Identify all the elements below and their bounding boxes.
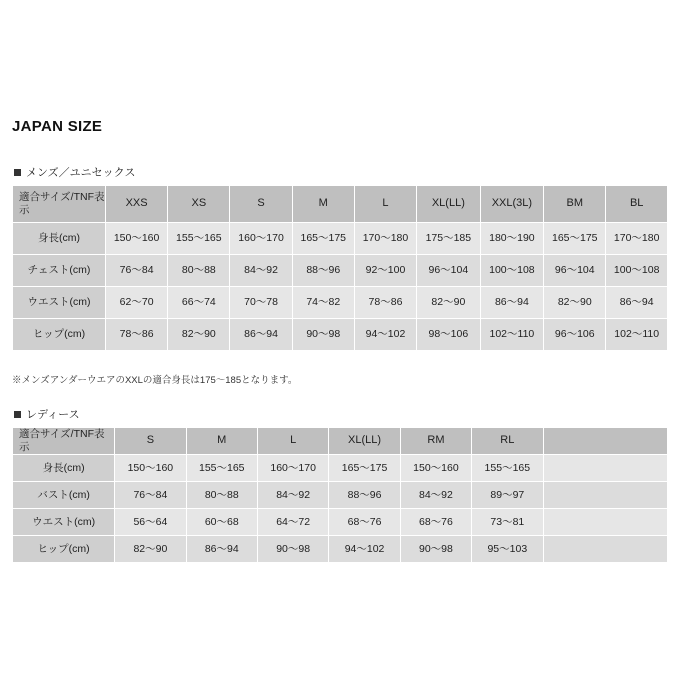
mens-cell-hip-xxs: 78〜86 xyxy=(106,319,168,351)
mens-size-table xyxy=(12,185,668,351)
mens-cell-chest-xxl: 100〜108 xyxy=(480,255,544,287)
mens-cell-chest-xxs: 76〜84 xyxy=(106,255,168,287)
mens-row-label-height: 身長(cm) xyxy=(13,223,106,255)
mens-cell-height-m: 165〜175 xyxy=(292,223,354,255)
ladies-section-label xyxy=(14,406,668,422)
mens-cell-chest-bm: 96〜104 xyxy=(544,255,606,287)
mens-cell-chest-xs: 80〜88 xyxy=(168,255,230,287)
mens-size-header-bm: BM xyxy=(544,186,606,223)
mens-row-label-hip: ヒップ(cm) xyxy=(13,319,106,351)
mens-cell-waist-l: 78〜86 xyxy=(354,287,416,319)
mens-size-header-xl: XL(LL) xyxy=(417,186,481,223)
mens-cell-hip-xl: 98〜106 xyxy=(417,319,481,351)
mens-size-header-s: S xyxy=(230,186,292,223)
ladies-cell-waist-m: 60〜68 xyxy=(186,509,257,536)
ladies-cell-hip-empty xyxy=(543,536,667,563)
mens-cell-height-xs: 155〜165 xyxy=(168,223,230,255)
mens-cell-waist-xxs: 62〜70 xyxy=(106,287,168,319)
ladies-cell-waist-rm: 68〜76 xyxy=(400,509,471,536)
ladies-cell-bust-s: 76〜84 xyxy=(115,482,186,509)
ladies-size-header-m: M xyxy=(186,428,257,455)
mens-cell-waist-bm: 82〜90 xyxy=(544,287,606,319)
table-row xyxy=(13,255,668,287)
mens-cell-hip-s: 86〜94 xyxy=(230,319,292,351)
table-header-row xyxy=(13,428,668,455)
table-row xyxy=(13,482,668,509)
ladies-cell-bust-rl: 89〜97 xyxy=(472,482,543,509)
ladies-corner-header: 適合サイズ/TNF表示 xyxy=(13,428,115,455)
mens-cell-chest-l: 92〜100 xyxy=(354,255,416,287)
mens-cell-hip-bm: 96〜106 xyxy=(544,319,606,351)
ladies-cell-bust-rm: 84〜92 xyxy=(400,482,471,509)
mens-cell-hip-bl: 102〜110 xyxy=(606,319,668,351)
ladies-cell-height-xl: 165〜175 xyxy=(329,455,400,482)
mens-cell-hip-m: 90〜98 xyxy=(292,319,354,351)
mens-row-label-chest: チェスト(cm) xyxy=(13,255,106,287)
ladies-row-label-hip: ヒップ(cm) xyxy=(13,536,115,563)
bullet-square-icon xyxy=(14,169,21,176)
ladies-cell-bust-empty xyxy=(543,482,667,509)
ladies-cell-hip-l: 90〜98 xyxy=(257,536,328,563)
mens-size-header-xxs: XXS xyxy=(106,186,168,223)
ladies-cell-bust-xl: 88〜96 xyxy=(329,482,400,509)
mens-row-label-waist: ウエスト(cm) xyxy=(13,287,106,319)
ladies-size-section xyxy=(12,406,668,563)
ladies-cell-waist-rl: 73〜81 xyxy=(472,509,543,536)
bullet-square-icon xyxy=(14,411,21,418)
mens-cell-waist-xxl: 86〜94 xyxy=(480,287,544,319)
ladies-cell-waist-xl: 68〜76 xyxy=(329,509,400,536)
mens-cell-chest-xl: 96〜104 xyxy=(417,255,481,287)
table-row xyxy=(13,536,668,563)
mens-cell-height-xxs: 150〜160 xyxy=(106,223,168,255)
mens-section-label xyxy=(14,164,668,180)
ladies-size-header-xl: XL(LL) xyxy=(329,428,400,455)
ladies-cell-waist-s: 56〜64 xyxy=(115,509,186,536)
table-row xyxy=(13,287,668,319)
table-row xyxy=(13,455,668,482)
ladies-size-table xyxy=(12,427,668,563)
ladies-cell-hip-m: 86〜94 xyxy=(186,536,257,563)
table-row xyxy=(13,509,668,536)
ladies-row-label-height: 身長(cm) xyxy=(13,455,115,482)
ladies-cell-waist-l: 64〜72 xyxy=(257,509,328,536)
mens-cell-height-s: 160〜170 xyxy=(230,223,292,255)
mens-cell-hip-l: 94〜102 xyxy=(354,319,416,351)
ladies-cell-waist-empty xyxy=(543,509,667,536)
ladies-cell-hip-rl: 95〜103 xyxy=(472,536,543,563)
ladies-cell-height-rm: 150〜160 xyxy=(400,455,471,482)
mens-cell-hip-xxl: 102〜110 xyxy=(480,319,544,351)
table-header-row xyxy=(13,186,668,223)
mens-size-header-l: L xyxy=(354,186,416,223)
ladies-cell-height-s: 150〜160 xyxy=(115,455,186,482)
ladies-cell-height-empty xyxy=(543,455,667,482)
mens-cell-height-bl: 170〜180 xyxy=(606,223,668,255)
ladies-row-label-waist: ウエスト(cm) xyxy=(13,509,115,536)
mens-corner-header: 適合サイズ/TNF表示 xyxy=(13,186,106,223)
mens-cell-height-bm: 165〜175 xyxy=(544,223,606,255)
ladies-row-label-bust: バスト(cm) xyxy=(13,482,115,509)
mens-cell-waist-xl: 82〜90 xyxy=(417,287,481,319)
ladies-size-header-rm: RM xyxy=(400,428,471,455)
page-title: JAPAN SIZE xyxy=(12,118,103,135)
mens-cell-height-xxl: 180〜190 xyxy=(480,223,544,255)
mens-cell-waist-m: 74〜82 xyxy=(292,287,354,319)
ladies-cell-hip-xl: 94〜102 xyxy=(329,536,400,563)
mens-cell-height-xl: 175〜185 xyxy=(417,223,481,255)
ladies-cell-bust-l: 84〜92 xyxy=(257,482,328,509)
mens-cell-chest-s: 84〜92 xyxy=(230,255,292,287)
ladies-cell-hip-rm: 90〜98 xyxy=(400,536,471,563)
table-row xyxy=(13,223,668,255)
ladies-size-header-empty xyxy=(543,428,667,455)
ladies-size-header-rl: RL xyxy=(472,428,543,455)
ladies-size-header-l: L xyxy=(257,428,328,455)
mens-cell-waist-s: 70〜78 xyxy=(230,287,292,319)
mens-size-section xyxy=(12,164,668,351)
mens-cell-hip-xs: 82〜90 xyxy=(168,319,230,351)
ladies-size-header-s: S xyxy=(115,428,186,455)
ladies-section-label-text: レディース xyxy=(26,409,80,421)
mens-size-header-m: M xyxy=(292,186,354,223)
mens-size-header-xs: XS xyxy=(168,186,230,223)
mens-cell-height-l: 170〜180 xyxy=(354,223,416,255)
ladies-cell-height-l: 160〜170 xyxy=(257,455,328,482)
ladies-cell-height-m: 155〜165 xyxy=(186,455,257,482)
mens-size-header-xxl: XXL(3L) xyxy=(480,186,544,223)
ladies-cell-hip-s: 82〜90 xyxy=(115,536,186,563)
mens-cell-waist-bl: 86〜94 xyxy=(606,287,668,319)
mens-cell-waist-xs: 66〜74 xyxy=(168,287,230,319)
table-row xyxy=(13,319,668,351)
mens-size-header-bl: BL xyxy=(606,186,668,223)
ladies-cell-height-rl: 155〜165 xyxy=(472,455,543,482)
mens-section-label-text: メンズ／ユニセックス xyxy=(26,167,136,179)
mens-cell-chest-m: 88〜96 xyxy=(292,255,354,287)
mens-cell-chest-bl: 100〜108 xyxy=(606,255,668,287)
ladies-cell-bust-m: 80〜88 xyxy=(186,482,257,509)
mens-footnote: ※メンズアンダーウエアのXXLの適合身長は175〜185となります。 xyxy=(12,375,298,386)
